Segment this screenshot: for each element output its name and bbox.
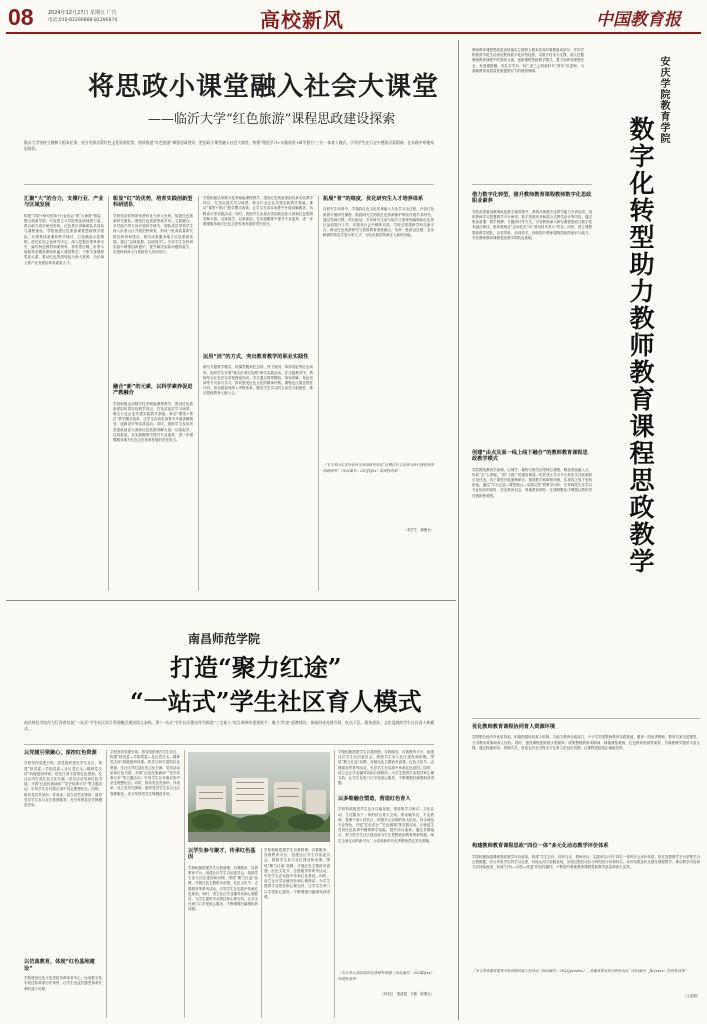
nanchang-col-3 [188,848,258,1018]
linyi-body-3: 学校积极运用数字技术赋能课程教学，建设红色旅游虚拟仿真实验教学项目，打造沉浸式学习场景。联合行业企业共建实践教学基地，推动“课堂+景区”教学模式改革，让学生在真实场景中开展讲解服务、线路设计等实践活动。同时，鼓励学生参加各类创新创业大赛和红色旅游讲解大赛，以赛促学、以赛促创，在实践锻炼中提升专业素养，进一步增强服务地方红色文化传承发展的责任担当。 [113,401,193,443]
anqing-heading-1: 借力数字化转型，提升教师教育课程教师数字化思政职业素养 [472,192,592,205]
nanchang-col-4 [264,848,330,1018]
anqing-heading-4: 构建教师教育课程思政“四位一体”多元化动态教学评价体系 [472,843,609,850]
nanchang-title-line1: 打造“聚力红途” [170,653,342,682]
linyi-col-1 [24,196,104,591]
linyi-heading-4: 运用“活”的方式，突出教育教学的职业实践性 [203,354,309,360]
masthead-date: 2024年12月27日 [48,10,89,16]
nanchang-fund-note: 〔本文系江西省高校党建研究课题（项目编号：2024DJxx）阶段性成果〕 [338,971,434,981]
nanchang-heading-2: 以仿真教育，体现“红色基地建设” [24,959,95,972]
anqing-body-4: 学院积极探索课程思政教学评价改革，构建“学生自评、同伴互评、教师评价、实践单位评价”四位一体的多元评价体系。依托智慧教学平台采集学习过程数据，综合考查学生的学习态度、价值认同与实践表现，实现过程性评价与终结性评价相结合。评价结果及时反馈至课程教学，推动教学内容和方法持续改进，形成“评价—反馈—改进”的良性循环，不断提升教师教育课程思政教学质量和育人实效。 [472,854,700,870]
nanchang-body-3b: 学校积极搭建学生自我管理、自我服务、自我教育平台，组建社区学生自治委员会，鼓励学生参与社区建设和治理。围绕“聚力红途”品牌，开展红色主题宿舍创建、红色文化节、志愿服务等系列活动，引导学生在实践中传承红色基因。同时，设立社区学业辅导站和心理驿站，为学生提供学业帮扶和心理支持，让学生在家门口享受贴心服务，不断增强归属感和获得感。 [264,848,330,899]
masthead-category: 广告 [106,10,117,16]
divider [184,750,185,1018]
masthead-weekday: 星期五 [90,10,106,16]
divider [106,750,107,1018]
anqing-col-2 [472,724,700,1016]
nanchang-body-3: 学校积极搭建学生自我管理、自我服务、自我教育平台，组建社区学生自治委员会，鼓励学生参与社区建设和治理。围绕“聚力红途”品牌，开展红色主题宿舍创建、红色文化节、志愿服务等系列活动，引导学生在实践中传承红色基因。同时，设立社区学业辅导站和心理驿站，为学生提供学业帮扶和心理支持，让学生在家门口享受贴心服务，不断增强归属感和获得感。 [188,865,258,912]
linyi-col-3 [203,196,313,591]
anqing-heading-3: 优化教师教育课程协同育人资源环境 [472,724,556,730]
nanchang-credit: （刘永红 燕清霞 王翱 陈肇玉） [379,992,434,997]
linyi-heading-3: 融合“新”的元素，以科学素养促进产教融合 [113,383,193,397]
linyi-col-4 [323,196,434,591]
nanchang-body-3c: 学校积极搭建学生自我管理、自我服务、自我教育平台，组建社区学生自治委员会，鼓励学生参与社区建设和治理。围绕“聚力红途”品牌，开展红色主题宿舍创建、红色文化节、志愿服务等系列活动，引导学生在实践中传承红色基因。同时，设立社区学业辅导站和心理驿站，为学生提供学业帮扶和心理支持，让学生在家门口享受贴心服务，不断增强归属感和获得感。 [338,750,434,786]
nanchang-col-5 [338,750,434,1018]
linyi-body-3b: 学校积极运用数字技术赋能课程教学，建设红色旅游虚拟仿真实验教学项目，打造沉浸式学习场景。联合行业企业共建实践教学基地，推动“课堂+景区”教学模式改革，让学生在真实场景中开展讲解服务、线路设计等实践活动。同时，鼓励学生参加各类创新创业大赛和红色旅游讲解大赛，以赛促学、以赛促创，在实践锻炼中提升专业素养，进一步增强服务地方红色文化传承发展的责任担当。 [203,196,313,227]
nanchang-col-1 [24,750,102,1018]
nanchang-body-1b: 学校坚持党建引领，将党组织建在学生社区，构建“校党委—学院党委—社区党总支—楼栋党支部”四级组织体系。依托江西丰富的红色资源，在社区内打造红色文化长廊、党员活动室和红色书屋，开展“红色经典诵读”“党史故事分享”等主题活动，引导学生在耳濡目染中坚定理想信念。同时，推动党员亮身份、作表率，设立党员先锋岗，组织党员学生参与社区管理服务，充分发挥党员先锋模范作用。 [110,750,180,796]
anqing-col-1 [472,192,592,712]
divider [108,196,109,591]
linyi-body-2: 学校坚持将科研优势转化为育人优势，组建红色旅游研究团队，围绕红色旅游资源开发、文旅融合、乡村振兴等方向开展科学研究。团队成员带领学生深入沂蒙山区开展田野调查，形成一批高质量研究报告和咨询建议，相关成果服务地方红色旅游发展。通过“以研促教、以研促学”，引导学生在科研实践中增强创新意识，提升解决实际问题的能力，实现科研育人与思政育人同向同行。 [113,213,193,255]
section-divider [6,600,456,601]
anqing-body-2: 学院围绕教育学原理、心理学、课程与教学论等核心课程，精选思政融入点，形成“点”上突破、“面”上推广的建设格局。依托线上学习平台发布学习资源和讨论任务，线下课堂开展案例研讨、情境教学和微格训练，实现线上线下有机衔接。通过“学习记录—课堂展示—实践反思”的教学闭环，引导师范生在学习专业知识的同时，坚定教育信念，厚植教育情怀，在潜移默化中增强从教的责任感和使命感。 [472,467,592,498]
anqing-rule [472,184,592,185]
page-number: 08 [8,4,34,30]
linyi-fund-note: 〔本文系山东省社会科学规划研究项目“沂蒙红色文化研学旅行课程体系构建研究”（项目编号：21CJYJ0x）阶段性成果〕 [323,463,434,473]
divider [261,848,262,1018]
masthead-rule [6,32,701,34]
nanchang-rule [24,744,434,745]
nanchang-body-4: 学校持续推进学生社区功能拓展，建设集学习研讨、文化活动、生活服务于一体的综合育人空间。推动辅导员、专业教师、管理干部入驻社区，构建多元协同的育人队伍。结合师范专业特色，开展“红色讲台”“红色微课”等实践活动，让师范生在讲红色故事中锤炼教学技能、提升综合素养。通过多维融合，努力把学生社区建设成为学生思想政治教育的新阵地、师生交流互动的新平台，为培养新时代优秀教师奠定坚实基础。 [338,807,434,843]
divider [198,196,199,591]
masthead-date-line [48,9,117,16]
section-name: 高校新风 [260,8,344,32]
linyi-body-4: 研究专题教学模式，将课堂搬到纪念馆、烈士陵园、革命旧址等红色场所，组织学生开展“重走沂蒙红色路”研学实践活动。在实践教学中，教师结合红色史实讲授理论知识，学生通过情景模拟、现场讲解、角色扮演等方式参与学习，真切感受红色文化的精神内核。课程还注重过程性评价，将实践表现纳入考核体系，激发学生学习的主动性与积极性，推动思政教育入脑入心。 [203,365,313,396]
nanchang-heading-3: 以学生参与聚才，传承红色基因 [188,848,256,861]
nanchang-heading-4: 以多维融合塑造，营造红色育人 [338,796,411,802]
nanchang-heading-1: 以党建引领聚心，深挖红色资源 [24,750,97,756]
divider [458,40,459,1020]
linyi-heading-1: 汇聚“大”的合力，支撑行业、产业与区域发展 [24,196,104,209]
anqing-school: 安庆学院教育学院 [658,56,669,144]
newspaper-brand-logo: 中国教育报 [596,10,681,30]
nanchang-col-2 [110,750,180,1018]
nanchang-body-2: 学校建设红色文化虚拟仿真体验中心，运用数字化手段还原革命历史场景，让学生沉浸式感受革命先辈的奋斗历程。 [24,976,102,991]
linyi-body-1: 构建“学院+研究机构+行业协会”的“大师资”格局，整合旅游学院、马克思主义学院等优质师资力量，联合地方党史研究机构、红色景区讲解团队共同参与课程建设。学校组建红色旅游课程思政教学团队，开展集体备课和教学研讨，打造精品示范课程。依托红色文化研究中心，深入挖掘沂蒙革命历史，编写特色教材和案例库，将沂蒙红嫂、沂蒙六姐妹等英模故事有机融入课堂教学，不断丰富课程思政元素，推动红色资源转化为育人资源，为区域文旅产业发展培养高素质人才。 [24,213,104,265]
anqing-credit: （王成娟） [683,993,700,998]
linyi-heading-2: 彰显“红”的优势，培育实践创新型科研团队 [113,196,193,209]
linyi-heading-5: 拓展“育”的维度，优化研究生人才培养体系 [323,196,424,202]
linyi-intro-rule [24,184,434,185]
anqing-body-1: 学院高度重视教师队伍数字素养提升，系统开展数字化教学能力专项培训，组织教师学习智慧教学平台使用、数字资源开发和混合式教学设计等内容。通过集体备课、教学观摩、专题研讨等方式，引导教师深入研究课程思政与数字技术融合路径，推动教师从“会用技术”向“善用技术育人”转变。同时，建立课程思政教学团队，以老带新、协同攻关，持续提升教师课程思政的意识与能力，夯实教师教育课程思政教学的队伍基础。 [472,209,592,240]
anqing-body-3: 学院整合校内外优质资源，积极构建协同育人机制。与地方教育行政部门、中小学共建教师教育实践基地，邀请一线优秀教师、教育名家走进课堂，分享教育故事和育人经验。同时，建设课程思政数字资源库，收集整理教育家精神、师德典型案例、红色教育资源等素材，为课程教学提供丰富支撑。通过校地协同、资源共享，营造全员全过程全方位育人的良好氛围，让课程思政真正落地见效。 [472,735,700,750]
linyi-article [0,36,454,596]
anqing-fund-note: 〔本文系安徽省高等学校省级质量工程项目（项目编号：2022jyxm0xx）、安徽省教育科学研究项目（项目编号：JK2xxxx）阶段性成果〕 [472,968,689,973]
nanchang-intro: 南昌师范学院作为江西省首批“一站式”学生社区综合管理模式建设试点高校，将“一站式”学生社区建设作为推进“三全育人”综合改革的重要抓手，聚力“红途”品牌建设，探索形成党建引领、队伍下沉、服务进驻、文化浸润的学生社区育人新模式。 [24,720,434,731]
anqing-title: 数字化转型助力教师教育课程思政教学 [626,116,655,575]
linyi-body-5: 在研究生培养中，学校将红色文化传承融入专业学习全过程，开设红色旅游专题研究课程，鼓励研究生围绕红色资源保护利用开展学术研究。通过导师引领、项目驱动，引导研究生参与地方文旅规划编制和红色景区品质提升工作，在服务社会中锤炼本领。学校还搭建跨学科交流平台，推动红色旅游研究与思政教育深度融合，培养一批政治过硬、业务精湛的高层次复合型人才，为红色基因传承注入新的动能。 [323,207,434,238]
linyi-intro: 临沂大学坚持立德树人根本任务，充分发挥沂蒙红色文化资源优势，持续推进“红色旅游”课程思政建设，把思政小课堂融入社会大课堂，构建“理论学习+实践体验+研学旅行”三位一体育人模式，引导学生在行走中感悟沂蒙精神，在实践中厚植家国情怀。 [24,140,434,151]
nanchang-article [0,602,456,1022]
nanchang-title-line2: “一站式”学生社区育人模式 [130,687,422,716]
campus-photo-illustration [188,752,330,842]
nanchang-school: 南昌师范学院 [188,632,261,646]
anqing-rule [472,718,700,719]
masthead-phone: 电话:010-82296888 82296870 [48,18,118,23]
anqing-article [462,36,704,1021]
divider [334,750,335,1018]
nanchang-body-1: 学校坚持党建引领，将党组织建在学生社区，构建“校党委—学院党委—社区党总支—楼栋党支部”四级组织体系。依托江西丰富的红色资源，在社区内打造红色文化长廊、党员活动室和红色书屋，开展“红色经典诵读”“党史故事分享”等主题活动，引导学生在耳濡目染中坚定理想信念。同时，推动党员亮身份、作表率，设立党员先锋岗，组织党员学生参与社区管理服务，充分发挥党员先锋模范作用。 [24,761,102,808]
campus-photo [188,752,330,842]
linyi-col-2 [113,196,193,591]
linyi-title: 将思政小课堂融入社会大课堂 [88,72,440,102]
masthead [0,0,707,34]
divider [318,196,319,591]
anqing-intro: 教师教育课程思政是高校落实立德树人根本任务的重要组成部分。安庆学院教育学院主动适应教育数字化转型趋势，以数字技术为支撑，深入挖掘教师教育课程中的思政元素，创新课程思政教学模式，着力培养有理想信念、有道德情操、有扎实学识、有仁爱之心的新时代“四有”好老师，为基础教育高质量发展提供有力的师资保障。 [472,48,584,73]
anqing-heading-2: 创建“由点及面一线上线下融合”的教师教育课程思政教学模式 [472,449,588,463]
linyi-credit: （李学芝 谢聚贞） [403,528,434,533]
linyi-subtitle: ——临沂大学“红色旅游”课程思政建设探索 [148,112,396,127]
